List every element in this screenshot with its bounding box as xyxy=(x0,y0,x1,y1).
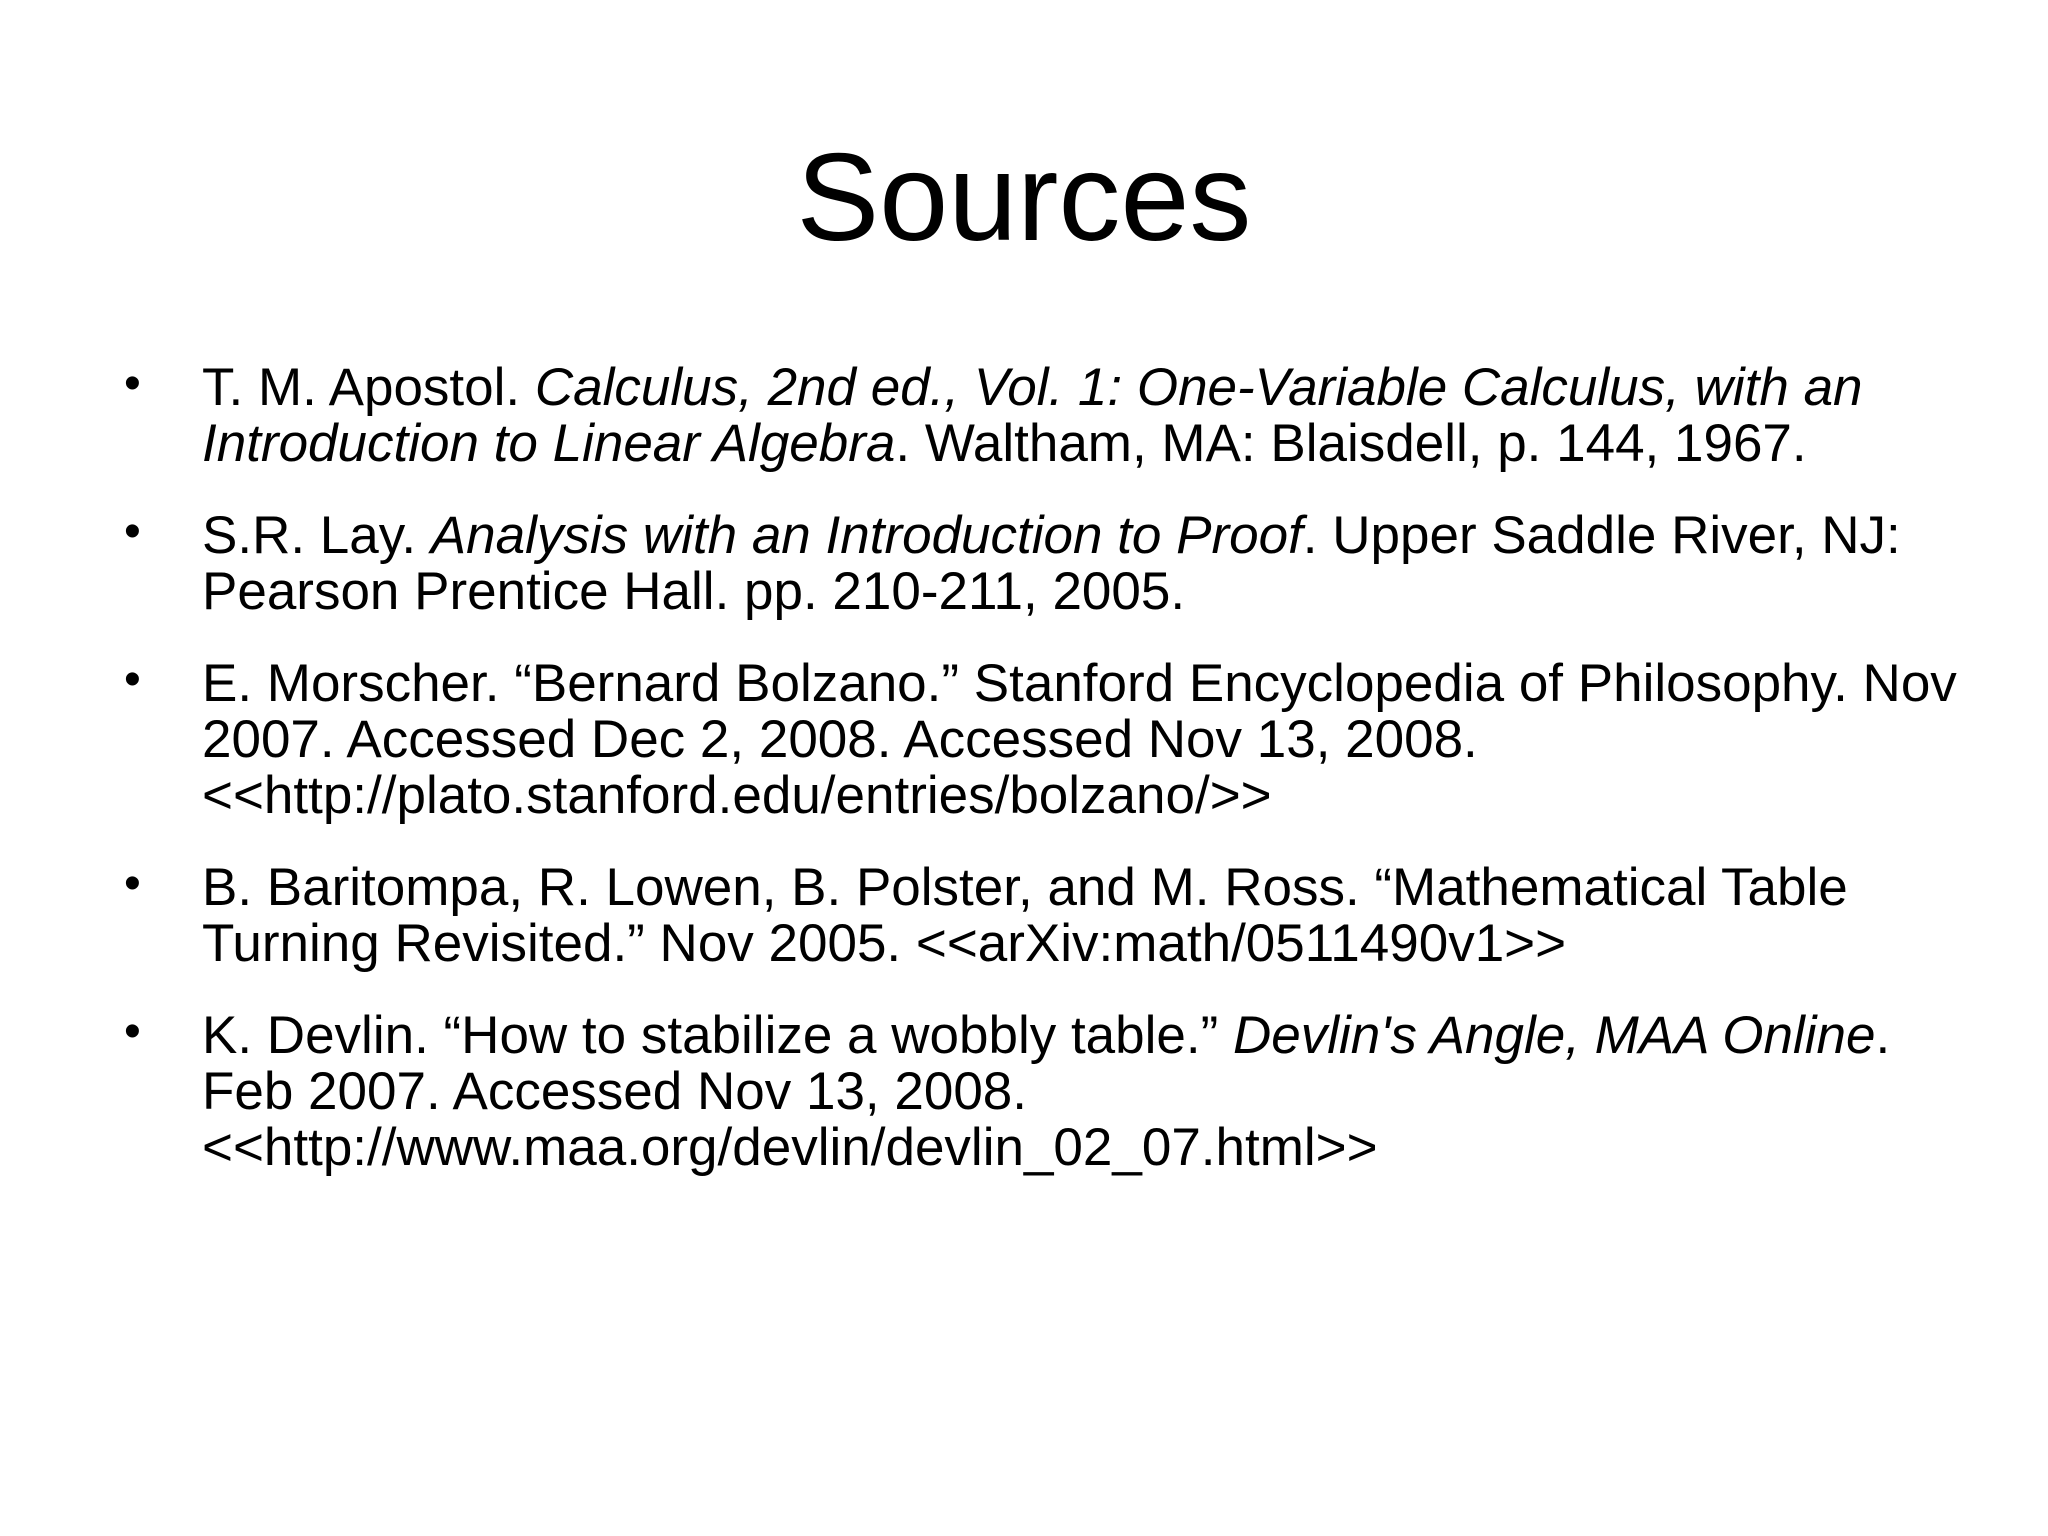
reference-title: Calculus, 2nd ed., Vol. 1: One-Variable Calculus, with an Introduction to Linear Algebra xyxy=(202,358,1863,473)
bullet-icon: • xyxy=(124,1005,141,1058)
slide-title: Sources xyxy=(796,129,1252,267)
reference-item-lay xyxy=(118,505,1958,621)
bullet-icon: • xyxy=(124,505,141,558)
reference-title: Analysis with an Introduction to Proof xyxy=(430,506,1303,565)
reference-title: Devlin's Angle, MAA Online xyxy=(1233,1006,1876,1065)
reference-text: B. Baritompa, R. Lowen, B. Polster, and M. Ross. “Mathematical Table Turning Revisited.” Nov 2005. <<arXiv:math/0511490v1>> xyxy=(202,858,1848,973)
reference-details: . Waltham, MA: Blaisdell, p. 144, 1967. xyxy=(895,414,1807,473)
reference-item-devlin xyxy=(118,1005,1958,1177)
reference-author: K. Devlin. “How to stabilize a wobbly table.” xyxy=(202,1006,1233,1065)
reference-author: T. M. Apostol. xyxy=(202,358,535,417)
bullet-icon: • xyxy=(124,357,141,410)
reference-item-apostol xyxy=(118,357,1958,473)
reference-item-morscher xyxy=(118,653,1958,825)
bullet-icon: • xyxy=(124,653,141,706)
reference-item-baritompa xyxy=(118,857,1958,973)
reference-details: . Upper Saddle River, NJ: Pearson Prentice Hall. pp. 210-211, 2005. xyxy=(202,506,1901,621)
reference-list xyxy=(118,357,1958,1212)
reference-details: . Feb 2007. Accessed Nov 13, 2008. <<http://www.maa.org/devlin/devlin_02_07.html>> xyxy=(202,1006,1891,1177)
bullet-icon: • xyxy=(124,857,141,910)
reference-text: E. Morscher. “Bernard Bolzano.” Stanford Encyclopedia of Philosophy. Nov 2007. Accessed Dec 2, 2008. Accessed Nov 13, 2008. <<http://plato.stanford.edu/entries/bolzano/>> xyxy=(202,654,1957,825)
reference-author: S.R. Lay. xyxy=(202,506,431,565)
